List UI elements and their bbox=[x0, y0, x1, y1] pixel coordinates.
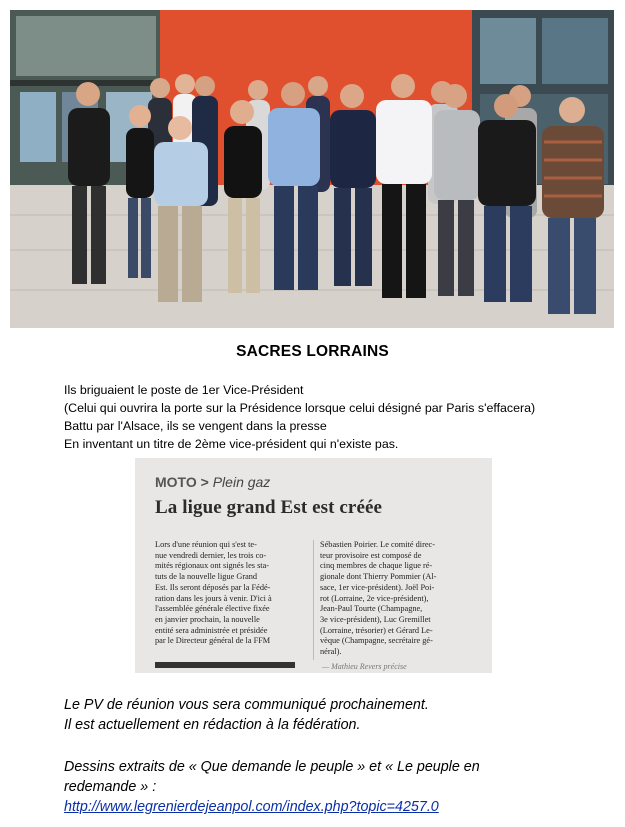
clipping-kicker bbox=[155, 474, 270, 490]
group-photo bbox=[10, 10, 614, 328]
pv-note bbox=[64, 695, 429, 735]
clipping-line: gionale dont Thierry Pommier (Al- bbox=[320, 572, 437, 582]
clipping-line: mités régionaux ont signés les sta- bbox=[155, 561, 270, 571]
clipping-line: cinq membres de chaque ligue ré- bbox=[320, 561, 433, 571]
clipping-line: ration dans les jours à venir. D'ici à bbox=[155, 593, 272, 603]
intro-paragraph bbox=[64, 381, 584, 453]
clipping-line: Lors d'une réunion qui s'est te- bbox=[155, 540, 257, 549]
clipping-line: Jean-Paul Tourte (Champagne, bbox=[320, 604, 423, 614]
clipping-headline: La ligue grand Est est créée bbox=[155, 497, 383, 518]
clipping-line: teur provisoire est composé de bbox=[320, 550, 422, 560]
clipping-line: rot (Lorraine, 2e vice-président), bbox=[320, 593, 429, 603]
clipping-line: par le Directeur général de la FFM bbox=[155, 636, 271, 646]
clipping-line: nue vendredi dernier, les trois co- bbox=[155, 550, 267, 560]
clipping-line: Sébastien Poirier. Le comité direc- bbox=[320, 540, 435, 549]
intro-line: Ils briguaient le poste de 1er Vice-Président bbox=[64, 383, 304, 397]
intro-line: En inventant un titre de 2ème vice-président qui n'existe pas. bbox=[64, 437, 399, 451]
clipping-cut-text: — Mathieu Revers précise bbox=[322, 662, 407, 671]
intro-line: (Celui qui ouvrira la porte sur la Présidence lorsque celui désigné par Paris s'effacera) bbox=[64, 401, 536, 415]
clipping-line: sace, 1er vice-président). Joël Poi- bbox=[320, 582, 435, 592]
clipping-line: vèque (Champagne, secrétaire gé- bbox=[320, 636, 433, 646]
clipping-line: en janvier prochain, la nouvelle bbox=[155, 614, 260, 624]
clipping-line: Est. Ils seront déposés par la Fédé- bbox=[155, 582, 271, 592]
clipping-line: l'assemblée générale élective fixée bbox=[155, 604, 270, 614]
clipping-line: tuts de la nouvelle ligue Grand bbox=[155, 572, 258, 582]
group-photo-illustration bbox=[10, 10, 614, 328]
clipping-line: néral). bbox=[320, 647, 342, 657]
note-line: Le PV de réunion vous sera communiqué prochainement. bbox=[64, 697, 429, 713]
clipping-line: 3e vice-président), Luc Gremillet bbox=[320, 614, 431, 624]
source-link[interactable]: http://www.legrenierdejeanpol.com/index.php?topic=4257.0 bbox=[64, 799, 439, 815]
clipping-photo-edge bbox=[155, 662, 295, 668]
clipping-category: MOTO bbox=[155, 474, 197, 490]
note-line: Il est actuellement en rédaction à la fédération. bbox=[64, 717, 361, 733]
column-divider bbox=[313, 540, 314, 660]
chevron-right-icon: > bbox=[200, 474, 213, 490]
newspaper-clipping bbox=[135, 458, 492, 673]
credit-line: redemande » : bbox=[64, 779, 157, 795]
clipping-left-column bbox=[155, 540, 307, 647]
clipping-section: Plein gaz bbox=[212, 474, 271, 490]
credit-note bbox=[64, 757, 480, 817]
clipping-line: entité sera administrée et présidée bbox=[155, 625, 268, 635]
page-title: SACRES LORRAINS bbox=[236, 343, 389, 360]
credit-line: Dessins extraits de « Que demande le peuple » et « Le peuple en bbox=[64, 759, 480, 775]
intro-line: Battu par l'Alsace, ils se vengent dans la presse bbox=[64, 419, 327, 433]
clipping-line: (Lorraine, trésorier) et Gérard Le- bbox=[320, 625, 433, 635]
clipping-right-column bbox=[320, 540, 472, 658]
